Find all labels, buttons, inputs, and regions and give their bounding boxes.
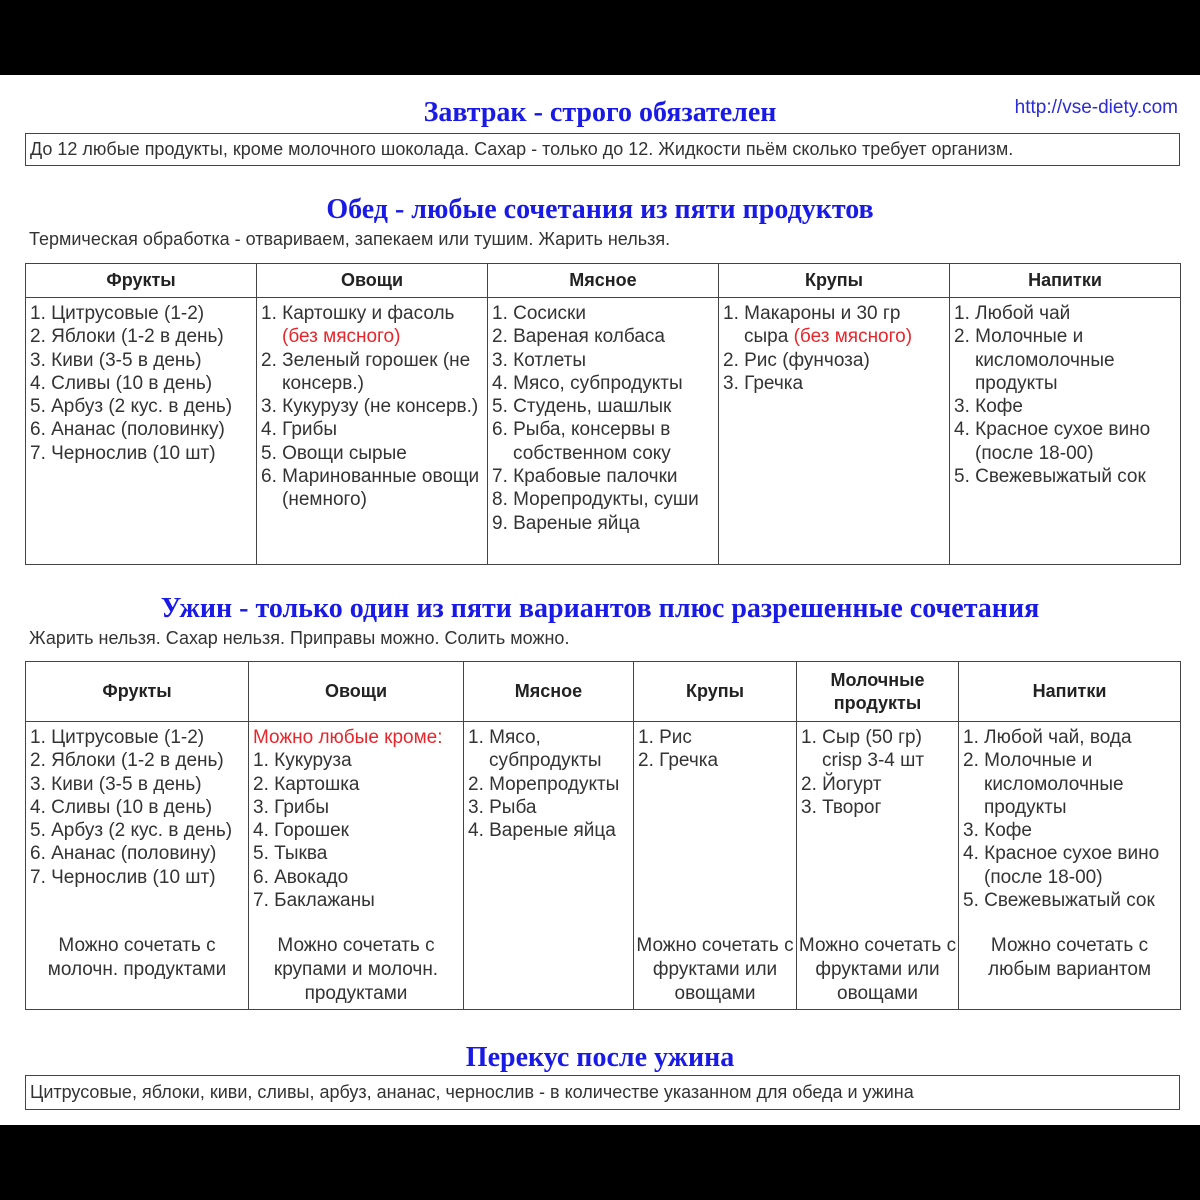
lunch-grains-cell (719, 298, 950, 565)
list-item: 6. Маринованные овощи (немного) (261, 466, 480, 511)
dinner-fruits-cell (26, 722, 249, 1010)
warning-note: (без мясного) (282, 326, 401, 348)
warning-note: Можно любые кроме: (253, 727, 443, 748)
dinner-title: Ужин - только один из пяти вариантов плюс разрешенные сочетания (160, 593, 1040, 624)
list-item: 1. Цитрусовые (1-2) (30, 303, 205, 324)
lunch-header-fruits: Фрукты (26, 264, 257, 298)
list-item: 2. Йогурт (801, 773, 882, 795)
list-item: 1. Сыр (50 гр) crisp 3-4 шт (801, 727, 925, 772)
list-item: 6. Ананас (половинку) (30, 419, 225, 441)
list-item: 1. Картошку и фасоль (без мясного) (261, 303, 455, 348)
dinner-meat-cell (464, 722, 634, 1010)
list-item: 2. Вареная колбаса (492, 326, 665, 348)
list-item: 1. Рис (638, 727, 692, 748)
list-item: 5. Свежевыжатый сок (963, 890, 1155, 912)
dinner-table (25, 661, 1181, 1010)
list-item: 5. Студень, шашлык (492, 396, 672, 418)
list-item: 3. Кукурузу (не консерв.) (261, 396, 479, 418)
snack-text: Цитрусовые, яблоки, киви, сливы, арбуз, ананас, чернослив - в количестве указанном для обеда и ужина (25, 1075, 1180, 1110)
list-item: 1. Цитрусовые (1-2) (30, 727, 205, 748)
list-item: 3. Кофе (954, 396, 1023, 418)
combination-note: Можно сочетать с крупами и молочн. продуктами (273, 935, 439, 1004)
dinner-grains-cell (634, 722, 797, 1010)
lunch-meat-cell (488, 298, 719, 565)
list-item: 2. Картошка (253, 773, 360, 795)
list-item: 2. Рис (фунчоза) (723, 349, 870, 371)
dinner-header-fruits: Фрукты (26, 662, 249, 722)
list-item: 3. Киви (3-5 в день) (30, 773, 202, 795)
combination-note: Можно сочетать с любым вариантом (987, 935, 1152, 980)
dinner-header-grains: Крупы (634, 662, 797, 722)
lunch-drinks-cell (950, 298, 1181, 565)
dinner-drinks-cell (959, 722, 1181, 1010)
lunch-header-drinks: Напитки (950, 264, 1181, 298)
breakfast-title: Завтрак - строго обязателен (423, 97, 777, 128)
list-item: 4. Красное сухое вино (после 18-00) (954, 419, 1151, 464)
dinner-dairy-cell (797, 722, 959, 1010)
list-item: 5. Тыква (253, 843, 328, 865)
list-item: 1. Макароны и 30 гр сыра (без мясного) (723, 303, 913, 348)
list-item: 4. Сливы (10 в день) (30, 372, 213, 394)
list-item: 2. Морепродукты (468, 773, 620, 795)
warning-note: (без мясного) (793, 326, 913, 348)
list-item: 2. Молочные и кисломолочные продукты (963, 750, 1124, 818)
list-item: 3. Киви (3-5 в день) (30, 349, 202, 371)
list-item: 2. Гречка (638, 750, 719, 772)
lunch-header-vegetables: Овощи (257, 264, 488, 298)
list-item: 7. Чернослив (10 шт) (30, 442, 216, 464)
list-item: 6. Авокадо (253, 866, 349, 888)
dinner-header-meat: Мясное (464, 662, 634, 722)
list-item: 1. Кукуруза (253, 750, 352, 772)
dinner-header-vegetables: Овощи (249, 662, 464, 722)
list-item: 4. Мясо, субпродукты (492, 372, 683, 394)
dinner-note: Жарить нельзя. Сахар нельзя. Приправы можно. Солить можно. (29, 628, 570, 648)
lunch-vegetables-cell (257, 298, 488, 565)
breakfast-text: До 12 любые продукты, кроме молочного шоколада. Сахар - только до 12. Жидкости пьём сколько требует организм. (25, 133, 1180, 166)
dinner-header-drinks: Напитки (959, 662, 1181, 722)
list-item: 4. Горошек (253, 820, 349, 842)
list-item: 4. Красное сухое вино (после 18-00) (963, 843, 1160, 888)
combination-note: Можно сочетать с фруктами или овощами (798, 935, 957, 1004)
combination-note: Можно сочетать с фруктами или овощами (636, 935, 794, 1004)
list-item: 7. Баклажаны (253, 890, 375, 912)
dinner-vegetables-cell (249, 722, 464, 1010)
list-item: 3. Рыба (468, 796, 537, 818)
combination-note: Можно сочетать с молочн. продуктами (47, 935, 227, 980)
list-item: 3. Кофе (963, 820, 1032, 842)
lunch-table (25, 263, 1181, 565)
list-item: 8. Морепродукты, суши (492, 489, 699, 511)
list-item: 7. Чернослив (10 шт) (30, 866, 216, 888)
list-item: 4. Вареные яйца (468, 820, 616, 842)
list-item: 3. Творог (801, 796, 882, 818)
lunch-header-meat: Мясное (488, 264, 719, 298)
list-item: 5. Арбуз (2 кус. в день) (30, 820, 233, 842)
list-item: 5. Арбуз (2 кус. в день) (30, 396, 233, 418)
list-item: 2. Яблоки (1-2 в день) (30, 326, 224, 348)
list-item: 5. Овощи сырые (261, 442, 407, 464)
list-item: 1. Любой чай, вода (963, 727, 1132, 748)
list-item: 5. Свежевыжатый сок (954, 466, 1146, 488)
list-item: 3. Котлеты (492, 349, 587, 371)
list-item: 9. Вареные яйца (492, 512, 640, 534)
snack-title: Перекус после ужина (465, 1042, 735, 1073)
list-item: 2. Молочные и кисломолочные продукты (954, 326, 1115, 394)
list-item: 3. Гречка (723, 372, 804, 394)
dinner-header-dairy: Молочные продукты (797, 662, 959, 722)
list-item: 2. Зеленый горошек (не консерв.) (261, 349, 471, 394)
lunch-header-grains: Крупы (719, 264, 950, 298)
list-item: 1. Сосиски (492, 303, 586, 324)
lunch-fruits-cell (26, 298, 257, 565)
list-item: 6. Рыба, консервы в собственном соку (492, 419, 671, 464)
list-item: 4. Сливы (10 в день) (30, 796, 213, 818)
list-item: 7. Крабовые палочки (492, 466, 678, 488)
list-item: 1. Любой чай (954, 303, 1071, 324)
lunch-note: Термическая обработка - отвариваем, запекаем или тушим. Жарить нельзя. (29, 229, 671, 249)
list-item: 6. Ананас (половину) (30, 843, 217, 865)
lunch-title: Обед - любые сочетания из пяти продуктов (326, 194, 874, 225)
list-item: 1. Мясо, субпродукты (468, 727, 602, 772)
list-item: 3. Грибы (253, 796, 330, 818)
list-item: 4. Грибы (261, 419, 338, 441)
site-url[interactable]: http://vse-diety.com (1014, 97, 1178, 118)
diet-page (0, 75, 1200, 1125)
list-item: 2. Яблоки (1-2 в день) (30, 750, 224, 772)
